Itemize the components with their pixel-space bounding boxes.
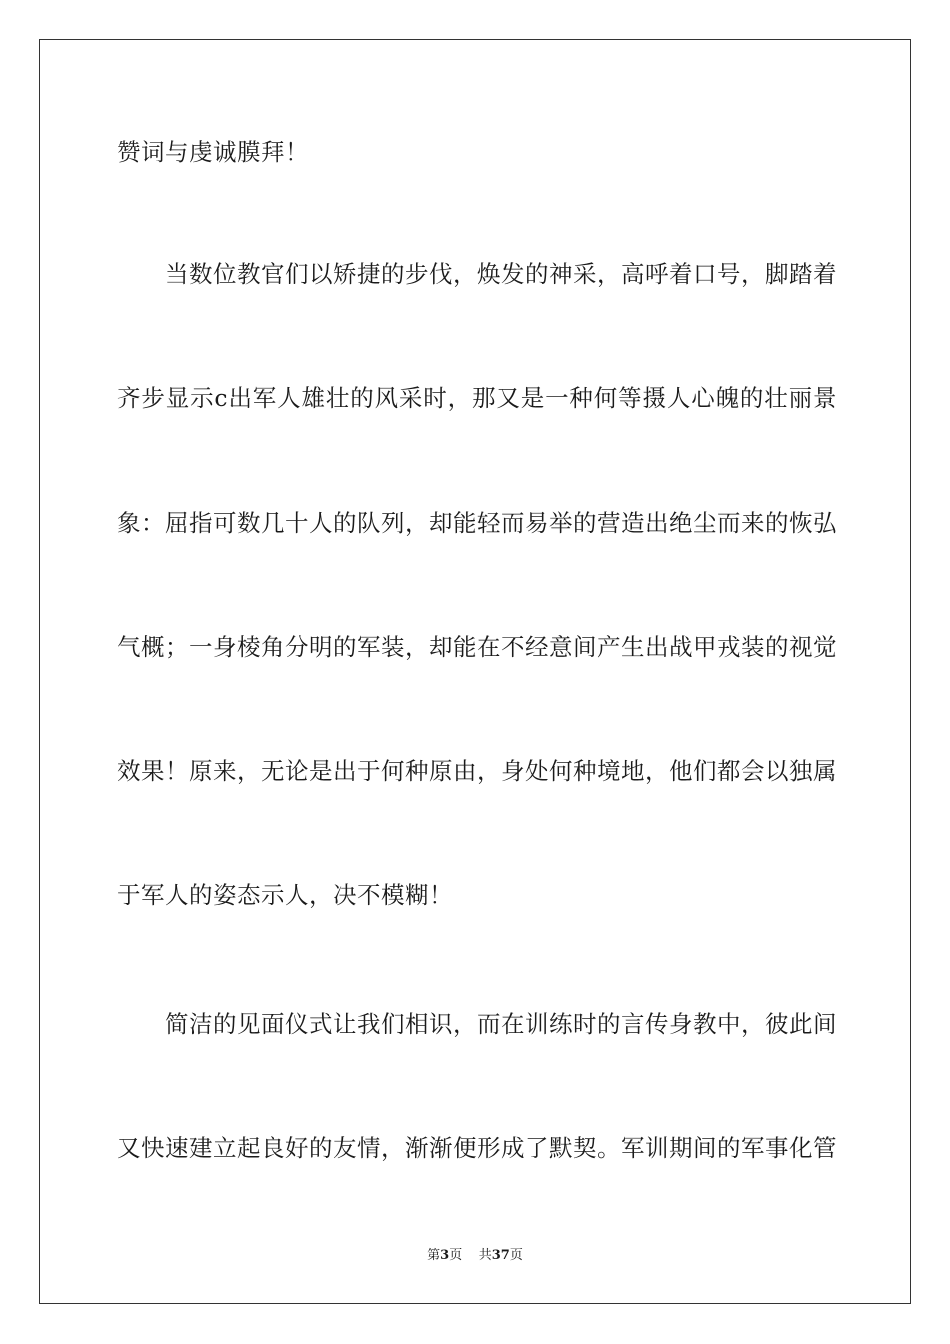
footer-total-suffix: 页 [509,1248,523,1263]
text-line-9: 又快速建立起良好的友情，渐渐便形成了默契。军训期间的军事化管 [117,1134,837,1162]
footer-total-prefix: 共 [478,1248,492,1263]
page-footer [0,1248,950,1264]
text-line-1: 赞词与虔诚膜拜！ [117,138,309,166]
footer-page-number: 3 [440,1248,450,1263]
footer-total-number: 37 [491,1248,510,1263]
footer-page-suffix: 页 [449,1248,463,1263]
page-border [39,39,911,1304]
text-line-5: 气概；一身棱角分明的军装，却能在不经意间产生出战甲戎装的视觉 [117,633,837,661]
text-line-7: 于军人的姿态示人，决不模糊！ [117,881,453,909]
text-line-3: 齐步显示c出军人雄壮的风采时，那又是一种何等摄人心魄的壮丽景 [117,384,837,412]
text-line-6: 效果！原来，无论是出于何种原由，身处何种境地，他们都会以独属 [117,757,837,785]
text-line-8: 简洁的见面仪式让我们相识，而在训练时的言传身教中，彼此间 [165,1010,837,1038]
text-line-4: 象：屈指可数几十人的队列，却能轻而易举的营造出绝尘而来的恢弘 [117,509,837,537]
text-line-2: 当数位教官们以矫捷的步伐，焕发的神采，高呼着口号，脚踏着 [165,260,837,288]
footer-page-prefix: 第 [427,1248,441,1263]
